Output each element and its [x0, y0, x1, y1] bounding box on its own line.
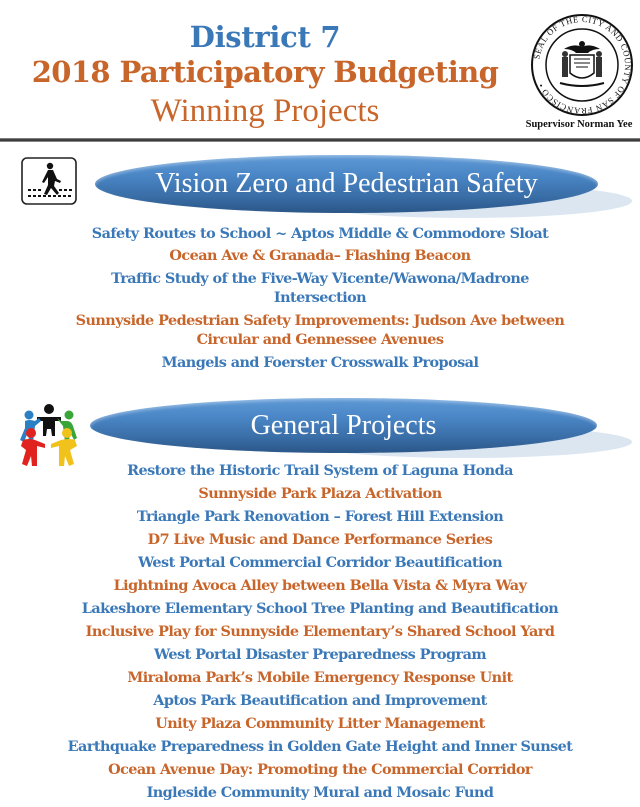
project-item: Circular and Gennessee Avenues — [196, 331, 444, 348]
header-winning-projects-title: Winning Projects — [150, 93, 380, 129]
svg-text:SEAL OF THE CITY AND COUNTY OF: SEAL OF THE CITY AND COUNTY OF SAN FRANCISCO • — [531, 13, 634, 117]
header-budgeting-title: 2018 Participatory Budgeting — [31, 55, 499, 89]
project-item: Restore the Historic Trail System of Laguna Honda — [127, 462, 513, 479]
project-item: D7 Live Music and Dance Performance Series — [147, 531, 493, 548]
project-item: Inclusive Play for Sunnyside Elementary’s Shared School Yard — [85, 623, 555, 640]
project-item: Ocean Ave & Granada– Flashing Beacon — [169, 247, 471, 264]
pedestrian-crossing-icon — [21, 157, 77, 205]
project-item: Aptos Park Beautification and Improvement — [153, 692, 487, 709]
project-item: West Portal Disaster Preparedness Program — [153, 646, 487, 663]
header-district-title: District 7 — [189, 20, 341, 54]
project-item: Earthquake Preparedness in Golden Gate Height and Inner Sunset — [67, 738, 573, 755]
project-item: Ocean Avenue Day: Promoting the Commercial Corridor — [108, 761, 532, 778]
header-divider — [0, 138, 640, 142]
project-item: Traffic Study of the Five-Way Vicente/Wawona/Madrone — [111, 270, 529, 287]
project-item: Ingleside Community Mural and Mosaic Fund — [146, 784, 494, 801]
section-banner-vision-zero: Vision Zero and Pedestrian Safety — [95, 155, 598, 213]
project-item: Safety Routes to School ~ Aptos Middle & Commodore Sloat — [91, 225, 549, 242]
project-item: Miraloma Park’s Mobile Emergency Response Unit — [127, 669, 513, 686]
section-banner-general-projects: General Projects — [90, 398, 597, 453]
project-item: Unity Plaza Community Litter Management — [155, 715, 485, 732]
people-circle-icon — [15, 402, 81, 470]
project-item: Intersection — [273, 289, 367, 306]
seal-icon — [530, 13, 634, 117]
project-item: Mangels and Foerster Crosswalk Proposal — [161, 354, 479, 371]
project-item: Triangle Park Renovation – Forest Hill Extension — [136, 508, 504, 525]
supervisor-name: Supervisor Norman Yee — [525, 119, 633, 130]
project-item: Lakeshore Elementary School Tree Planting and Beautification — [81, 600, 559, 617]
project-item: West Portal Commercial Corridor Beautification — [137, 554, 502, 571]
project-item: Sunnyside Park Plaza Activation — [198, 485, 442, 502]
project-item: Lightning Avoca Alley between Bella Vista & Myra Way — [113, 577, 527, 594]
project-item: Sunnyside Pedestrian Safety Improvements: Judson Ave between — [75, 312, 565, 329]
